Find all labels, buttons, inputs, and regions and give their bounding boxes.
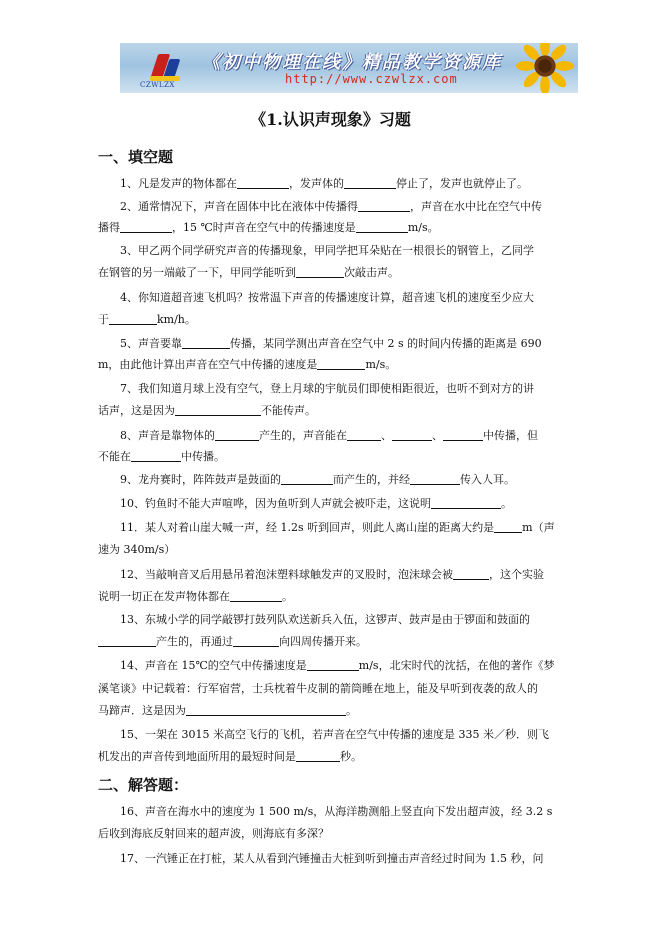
question-line: 2、通常情况下，声音在固体中比在液体中传播得 ，声音在水中比在空气中传 bbox=[120, 200, 542, 213]
question-line: 溪笔谈》中记载着：行军宿营，士兵枕着牛皮制的箭筒睡在地上，能及早听到夜袭的敌人的 bbox=[98, 682, 538, 695]
question-line: 说明一切正在发声物体都在 。 bbox=[98, 590, 293, 603]
question-line: 马蹄声．这是因为 。 bbox=[98, 704, 357, 717]
site-url[interactable]: http://www.czwlzx.com bbox=[285, 72, 458, 86]
question-line: 17、一汽锤正在打桩，某人从看到汽锤撞击大桩到听到撞击声音经过时间为 1.5 秒，问 bbox=[120, 852, 544, 865]
question-line: 机发出的声音传到地面所用的最短时间是 秒。 bbox=[98, 750, 362, 763]
question-line: 不能在 中传播。 bbox=[98, 450, 225, 463]
question-line: 7、我们知道月球上没有空气，登上月球的宇航员们即使相距很近，也听不到对方的讲 bbox=[120, 382, 534, 395]
question-line: 在钢管的另一端敲了一下，甲同学能听到 次敲击声。 bbox=[98, 266, 399, 279]
section-heading-answer: 二、解答题： bbox=[98, 776, 189, 794]
question-line: 话声，这是因为 不能传声。 bbox=[98, 404, 316, 417]
question-line: 8、声音是靠物体的 产生的，声音能在 、 、 中传播，但 bbox=[120, 429, 538, 442]
document-title: 《1.认识声现象》习题 bbox=[250, 110, 411, 129]
question-line: 后收到海底反射回来的超声波，则海底有多深？ bbox=[98, 827, 329, 840]
question-line: 5、声音要靠 传播，某同学测出声音在空气中 2 s 的时间内传播的距离是 690 bbox=[120, 337, 542, 350]
header-banner bbox=[120, 43, 578, 93]
question-line: m，由此他计算出声音在空气中传播的速度是 m/s。 bbox=[98, 358, 397, 371]
question-line: 15、一架在 3015 米高空飞行的飞机，若声音在空气中传播的速度是 335 米／秒．则飞 bbox=[120, 728, 549, 741]
question-line: 于 km/h。 bbox=[98, 313, 196, 326]
question-line: 12、当敲响音叉后用悬吊着泡沫塑料球触发声的叉股时，泡沫球会被 ，这个实验 bbox=[120, 568, 544, 581]
question-line: 9、龙舟赛时，阵阵鼓声是鼓面的 而产生的，并经 传入人耳。 bbox=[120, 473, 515, 486]
question-line: 11．某人对着山崖大喊一声，经 1.2s 听到回声，则此人离山崖的距离大约是 m（声 bbox=[120, 521, 555, 534]
logo-text: CZWLZX bbox=[140, 81, 175, 89]
question-line: 1、凡是发声的物体都在 ，发声体的 停止了，发声也就停止了。 bbox=[120, 177, 528, 190]
question-line: 13、东城小学的同学敲锣打鼓列队欢送新兵入伍，这锣声、鼓声是由于锣面和鼓面的 bbox=[120, 613, 530, 626]
question-line: 10、钓鱼时不能大声喧哗，因为鱼听到人声就会被吓走，这说明 。 bbox=[120, 497, 512, 510]
sunflower-icon bbox=[516, 43, 574, 93]
question-line: 4、你知道超音速飞机吗？按常温下声音的传播速度计算，超音速飞机的速度至少应大 bbox=[120, 291, 534, 304]
question-line: 播得 ，15 ℃时声音在空气中的传播速度是 m/s。 bbox=[98, 221, 439, 234]
question-line: 产生的，再通过 向四周传播开来。 bbox=[98, 635, 563, 649]
question-line: 3、甲乙两个同学研究声音的传播现象，甲同学把耳朵贴在一根很长的钢管上，乙同学 bbox=[120, 244, 534, 257]
question-line: 速为 340m/s） bbox=[98, 543, 176, 556]
question-line: 16、声音在海水中的速度为 1 500 m/s，从海洋勘测船上竖直向下发出超声波，经 3.2 s bbox=[120, 805, 553, 818]
section-heading-fill: 一、填空题 bbox=[98, 148, 174, 166]
question-line: 14、声音在 15℃的空气中传播速度是 m/s，北宋时代的沈括，在他的著作《梦 bbox=[120, 659, 555, 672]
site-title: 《初中物理在线》精品教学资源库 bbox=[202, 52, 502, 73]
